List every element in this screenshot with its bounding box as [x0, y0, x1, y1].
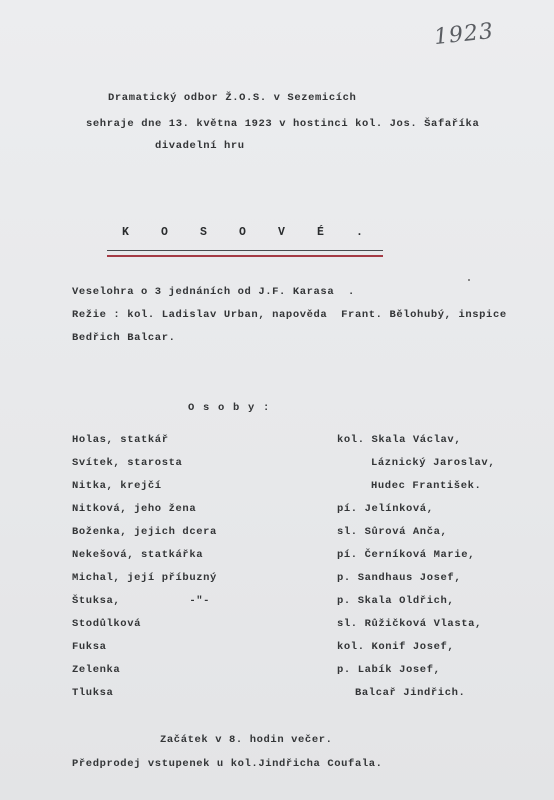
cast-role: Svítek, starosta	[72, 457, 183, 469]
cast-actor: pí. Černíková Marie,	[337, 549, 476, 561]
cast-role: Boženka, jejich dcera	[72, 526, 217, 538]
title-letter: S	[200, 226, 207, 239]
title-letter: K	[122, 226, 129, 239]
cast-actor: Hudec František.	[371, 480, 482, 492]
cast-actor: sl. Sůrová Anča,	[337, 526, 448, 538]
header-line-2: sehraje dne 13. května 1923 v hostinci kol. Jos. Šafaříka	[86, 118, 480, 130]
title-letter: O	[239, 226, 246, 239]
cast-actor: p. Labík Josef,	[337, 664, 441, 676]
play-subtitle: Veselohra o 3 jednáních od J.F. Karasa .	[72, 286, 355, 298]
cast-role: Štuksa, -"-	[72, 595, 211, 607]
cast-actor: sl. Růžičková Vlasta,	[337, 618, 482, 630]
title-underline-red	[107, 255, 383, 257]
cast-actor: kol. Skala Václav,	[337, 434, 462, 446]
cast-role: Nekešová, statkářka	[72, 549, 204, 561]
title-letter: V	[278, 226, 285, 239]
cast-actor: Balcař Jindřich.	[355, 687, 466, 699]
cast-role: Zelenka	[72, 664, 121, 676]
cast-role: Stodůlková	[72, 618, 142, 630]
play-title	[122, 226, 366, 239]
cast-role: Nitková, jeho žena	[72, 503, 197, 515]
handwritten-year: 1923	[432, 18, 496, 51]
cast-role: Holas, statkář	[72, 434, 169, 446]
cast-role: Fuksa	[72, 641, 107, 653]
cast-actor: Láznický Jaroslav,	[371, 457, 496, 469]
cast-actor: pí. Jelínková,	[337, 503, 434, 515]
title-letter: É	[317, 226, 324, 239]
cast-heading: O s o b y :	[188, 402, 271, 414]
credits-line-2: Bedřich Balcar.	[72, 332, 176, 344]
title-letter: O	[161, 226, 168, 239]
start-time: Začátek v 8. hodin večer.	[160, 734, 333, 746]
cast-role: Nitka, krejčí	[72, 480, 162, 492]
cast-actor: p. Sandhaus Josef,	[337, 572, 462, 584]
cast-role: Michal, její příbuzný	[72, 572, 217, 584]
cast-actor: p. Skala Oldřich,	[337, 595, 455, 607]
credits-line-1: Režie : kol. Ladislav Urban, napověda Frant. Bělohubý, inspice	[72, 309, 507, 321]
title-letter: .	[356, 226, 363, 239]
cast-role: Tluksa	[72, 687, 114, 699]
presale-info: Předprodej vstupenek u kol.Jindřicha Coufala.	[72, 758, 383, 770]
ink-dot	[468, 279, 470, 281]
header-line-1: Dramatický odbor Ž.O.S. v Sezemicích	[108, 92, 357, 104]
title-underline-black	[107, 250, 383, 251]
header-line-3: divadelní hru	[155, 140, 245, 152]
cast-actor: kol. Konif Josef,	[337, 641, 455, 653]
